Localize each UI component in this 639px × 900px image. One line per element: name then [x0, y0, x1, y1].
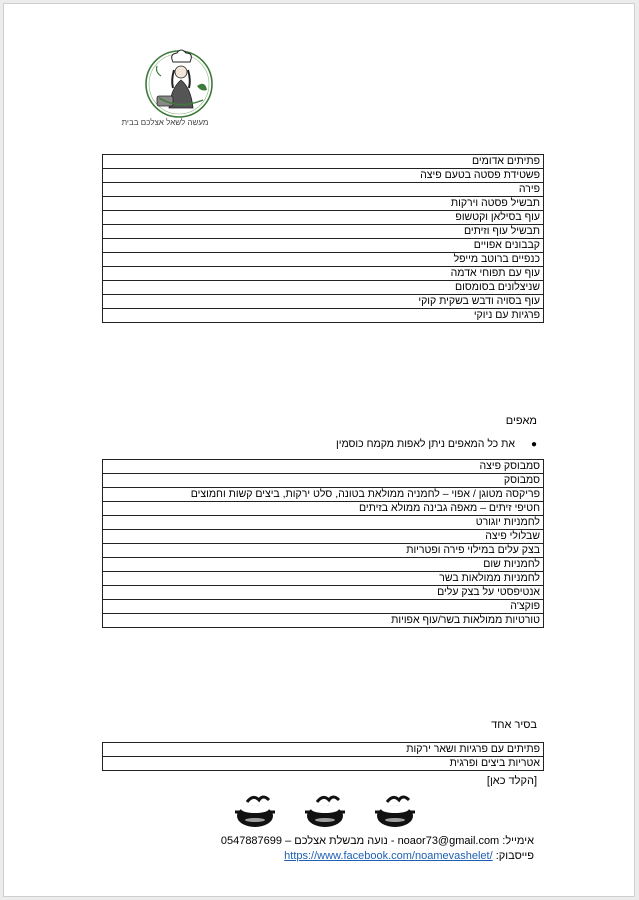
table-cell[interactable]: שבלולי פיצה [103, 530, 544, 544]
bullet-text: את כל המאפים ניתן לאפות מקמח כוסמין [335, 438, 515, 450]
table-cell[interactable]: לחמניות ממולאות בשר [103, 572, 544, 586]
table-row [103, 516, 544, 530]
table-cell[interactable]: תבשיל עוף וזיתים [103, 225, 544, 239]
cooking-pot-icon [235, 797, 275, 827]
one-pot-table [102, 742, 544, 771]
table-row [103, 281, 544, 295]
table-row [103, 460, 544, 474]
table-row [103, 558, 544, 572]
logo-tagline: מעשה לשאל אצלכם בבית [121, 118, 209, 127]
table-row [103, 586, 544, 600]
section-heading-one-pot: בסיר אחד [491, 719, 537, 731]
table-row [103, 183, 544, 197]
table-row [103, 197, 544, 211]
email-contact-text[interactable]: noaor73@gmail.com - נועה מבשלת אצלכם – 0547887699 [220, 835, 500, 847]
table-row [103, 309, 544, 323]
footer-facebook [284, 849, 534, 863]
section-heading-pastries: מאפים [505, 415, 537, 427]
cooking-pot-icon [375, 797, 415, 827]
table-cell[interactable]: תבשיל פסטה וירקות [103, 197, 544, 211]
pastries-table [102, 459, 544, 628]
table-cell[interactable]: חטיפי זיתים – מאפה גבינה ממולא בזיתים [103, 502, 544, 516]
document-page [3, 3, 635, 897]
table-row [103, 155, 544, 169]
table-cell[interactable]: אנטיפסטי על בצק עלים [103, 586, 544, 600]
bullet-item [336, 437, 537, 452]
table-row [103, 239, 544, 253]
table-row [103, 267, 544, 281]
table-cell[interactable]: פוקצ'ה [103, 600, 544, 614]
chef-logo [101, 46, 229, 138]
table-cell[interactable]: פתיתים אדומים [103, 155, 544, 169]
table-row [103, 743, 544, 757]
type-here-placeholder[interactable]: [הקלד כאן] [486, 775, 537, 787]
table-cell[interactable]: עוף בסילאן וקטשופ [103, 211, 544, 225]
chef-logo-icon [101, 46, 229, 118]
table-row [103, 502, 544, 516]
table-cell[interactable]: סמבוסק פיצה [103, 460, 544, 474]
table-row [103, 211, 544, 225]
cooking-pots [233, 792, 423, 832]
table-cell[interactable]: סמבוסק [103, 474, 544, 488]
table-cell[interactable]: כנפיים ברוטב מייפל [103, 253, 544, 267]
table-cell[interactable]: אטריות ביצים ופרגית [103, 757, 544, 771]
table-row [103, 474, 544, 488]
table-row [103, 757, 544, 771]
facebook-label: פייסבוק: [495, 850, 534, 862]
table-row [103, 530, 544, 544]
table-cell[interactable]: עוף בסויה ודבש בשקית קוקי [103, 295, 544, 309]
cooking-pot-icon [305, 797, 345, 827]
dishes-table [102, 154, 544, 323]
table-cell[interactable]: לחמניות יוגורט [103, 516, 544, 530]
table-row [103, 169, 544, 183]
table-cell[interactable]: פתיתים עם פרגיות ושאר ירקות [103, 743, 544, 757]
table-cell[interactable]: פשטידת פסטה בטעם פיצה [103, 169, 544, 183]
table-cell[interactable]: פרגיות עם ניוקי [103, 309, 544, 323]
table-cell[interactable]: קבבונים אפויים [103, 239, 544, 253]
table-cell[interactable]: לחמניות שום [103, 558, 544, 572]
email-label: אימייל: [502, 835, 534, 847]
table-cell[interactable]: פירה [103, 183, 544, 197]
table-row [103, 614, 544, 628]
table-row [103, 572, 544, 586]
table-row [103, 600, 544, 614]
table-cell[interactable]: טורטיות ממולאות בשר/עוף אפויות [103, 614, 544, 628]
table-cell[interactable]: שניצלונים בסומסום [103, 281, 544, 295]
footer-contact [221, 834, 534, 848]
table-row [103, 544, 544, 558]
table-row [103, 253, 544, 267]
table-row [103, 225, 544, 239]
table-row [103, 295, 544, 309]
table-cell[interactable]: בצק עלים במילוי פירה ופטריות [103, 544, 544, 558]
table-cell[interactable]: פריקסה מטוגן / אפוי – לחמניה ממולאת בטונה, סלט ירקות, ביצים קשות וחמוצים [103, 488, 544, 502]
facebook-link[interactable]: https://www.facebook.com/noamevashelet/ [284, 850, 493, 862]
table-cell[interactable]: עוף עם תפוחי אדמה [103, 267, 544, 281]
table-row [103, 488, 544, 502]
bullet-dot-icon: ● [530, 439, 537, 450]
